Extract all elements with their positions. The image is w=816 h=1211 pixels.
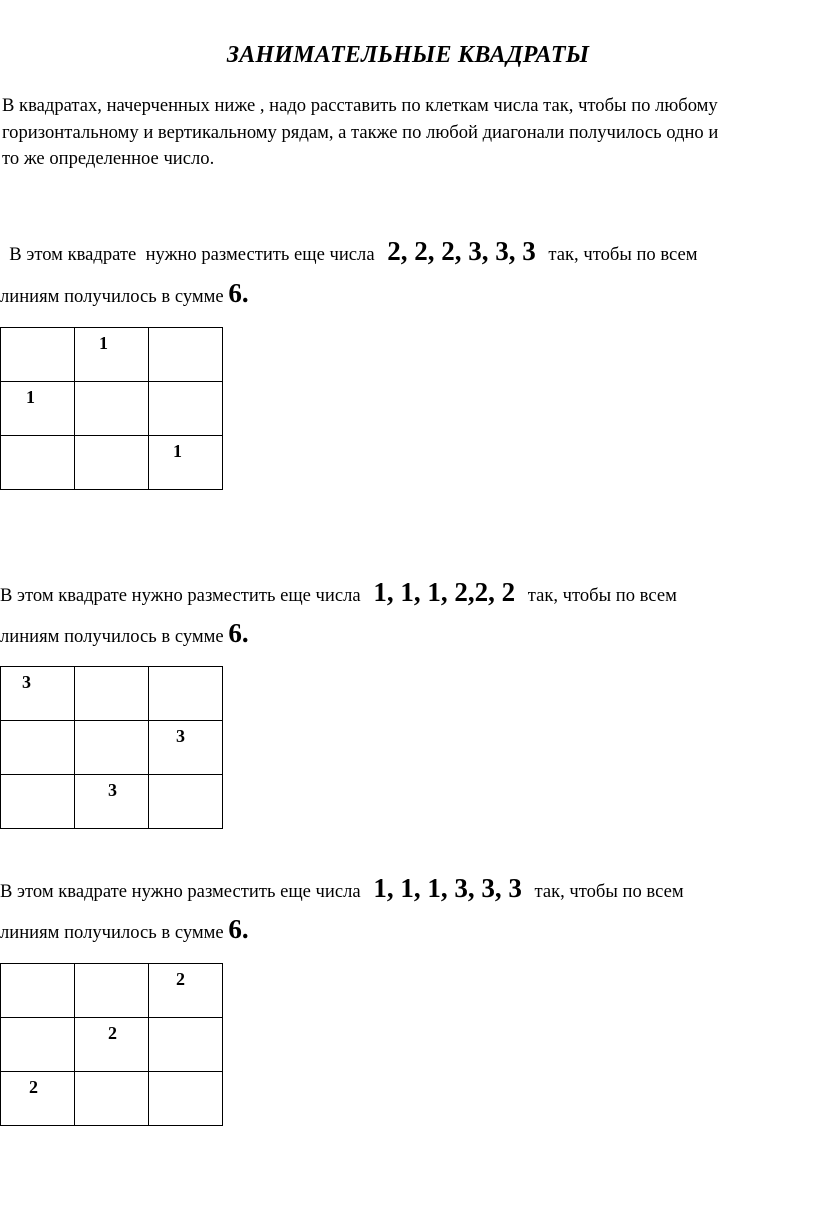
magic-square-1 [0, 327, 223, 490]
task-sum-line [0, 618, 249, 649]
grid-cell[interactable] [75, 721, 149, 775]
cell-number: 2 [29, 1077, 38, 1097]
grid-cell[interactable] [1, 436, 75, 490]
grid-cell[interactable] [149, 721, 223, 775]
grid-cell[interactable] [75, 328, 149, 382]
grid-cell[interactable] [75, 382, 149, 436]
grid-cell[interactable] [149, 328, 223, 382]
task-prefix: В этом квадрате нужно разместить еще числа [0, 244, 375, 265]
cell-number: 2 [176, 969, 185, 989]
magic-square-2 [0, 666, 223, 829]
grid-cell[interactable] [1, 775, 75, 829]
cell-number: 1 [26, 387, 35, 407]
task-sum-value: 6. [228, 278, 249, 308]
task-sum-value: 6. [228, 914, 249, 944]
task-sum-line [0, 914, 249, 945]
grid-cell[interactable] [1, 1018, 75, 1072]
grid-cell[interactable] [1, 964, 75, 1018]
page-title: ЗАНИМАТЕЛЬНЫЕ КВАДРАТЫ [226, 42, 590, 68]
task-sum-label: линиям получилось в сумме [0, 286, 224, 307]
grid-cell[interactable] [149, 382, 223, 436]
intro-line: В квадратах, начерченных ниже , надо расставить по клеткам числа так, чтобы по любому [2, 95, 718, 116]
task-sum-label: линиям получилось в сумме [0, 626, 224, 647]
grid-cell[interactable] [1, 382, 75, 436]
grid-cell[interactable] [1, 328, 75, 382]
task-prefix: В этом квадрате нужно разместить еще числа [0, 585, 361, 606]
task-instruction [0, 577, 677, 608]
grid-cell[interactable] [1, 1072, 75, 1126]
grid-cell[interactable] [149, 1018, 223, 1072]
task-numbers: 2, 2, 2, 3, 3, 3 [387, 236, 536, 266]
intro-line: горизонтальному и вертикальному рядам, а также по любой диагонали получилось одно и [2, 121, 719, 143]
grid-cell[interactable] [1, 667, 75, 721]
task-suffix: так, чтобы по всем [548, 244, 698, 265]
grid-cell[interactable] [149, 667, 223, 721]
task-sum-line [0, 278, 249, 309]
grid-cell[interactable] [149, 1072, 223, 1126]
task-instruction [0, 236, 698, 267]
cell-number: 3 [108, 780, 117, 800]
cell-number: 3 [22, 672, 31, 692]
intro-paragraph [2, 93, 816, 173]
task-sum-value: 6. [228, 618, 249, 648]
cell-number: 3 [176, 726, 185, 746]
cell-number: 1 [173, 441, 182, 461]
task-suffix: так, чтобы по всем [534, 881, 684, 902]
task-suffix: так, чтобы по всем [527, 585, 677, 606]
task-numbers: 1, 1, 1, 2,2, 2 [373, 577, 516, 607]
grid-cell[interactable] [75, 964, 149, 1018]
task-prefix: В этом квадрате нужно разместить еще числа [0, 881, 361, 902]
cell-number: 1 [99, 333, 108, 353]
grid-cell[interactable] [75, 775, 149, 829]
grid-cell[interactable] [75, 1018, 149, 1072]
grid-cell[interactable] [75, 667, 149, 721]
task-numbers: 1, 1, 1, 3, 3, 3 [373, 873, 522, 903]
cell-number: 2 [108, 1023, 117, 1043]
grid-cell[interactable] [149, 436, 223, 490]
grid-cell[interactable] [1, 721, 75, 775]
magic-square-3 [0, 963, 223, 1126]
grid-cell[interactable] [75, 1072, 149, 1126]
grid-cell[interactable] [149, 775, 223, 829]
grid-cell[interactable] [149, 964, 223, 1018]
task-sum-label: линиям получилось в сумме [0, 922, 224, 943]
intro-line: то же определенное число. [2, 148, 215, 169]
grid-cell[interactable] [75, 436, 149, 490]
task-instruction [0, 873, 684, 904]
